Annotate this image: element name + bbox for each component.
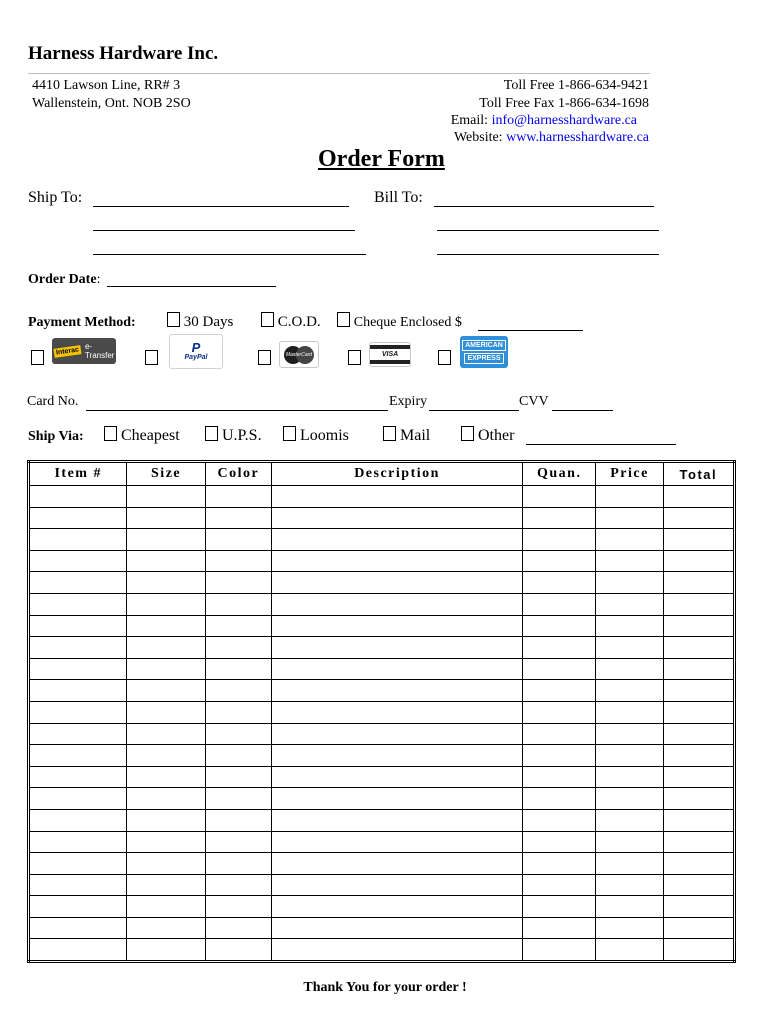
table-row — [29, 572, 735, 594]
table-cell[interactable] — [523, 853, 596, 875]
table-cell[interactable] — [596, 658, 663, 680]
table-header-row — [29, 462, 735, 486]
table-cell[interactable] — [127, 507, 205, 529]
ship-to-line-2[interactable] — [93, 230, 355, 231]
ship-to-line-3[interactable] — [93, 254, 366, 255]
table-cell[interactable] — [596, 615, 663, 637]
table-cell[interactable] — [523, 701, 596, 723]
mastercard-logo-text: MasterCard — [285, 351, 313, 358]
table-cell[interactable] — [205, 831, 271, 853]
checkbox-mastercard[interactable] — [258, 350, 271, 365]
bill-to-line-1[interactable] — [434, 206, 654, 207]
table-cell[interactable] — [272, 507, 523, 529]
table-row — [29, 917, 735, 939]
table-cell[interactable] — [523, 680, 596, 702]
table-row — [29, 831, 735, 853]
checkbox-amex[interactable] — [438, 350, 451, 365]
table-row — [29, 788, 735, 810]
table-cell[interactable] — [663, 809, 734, 831]
table-cell[interactable] — [272, 572, 523, 594]
table-cell[interactable] — [272, 486, 523, 508]
table-cell[interactable] — [596, 680, 663, 702]
table-cell[interactable] — [663, 572, 734, 594]
table-row — [29, 809, 735, 831]
card-no-label: Card No. — [27, 394, 79, 409]
ship-to-line-1[interactable] — [93, 206, 349, 207]
table-cell[interactable] — [205, 896, 271, 918]
table-cell[interactable] — [127, 939, 205, 962]
ship-via-other-field[interactable] — [526, 444, 676, 445]
table-cell[interactable] — [663, 788, 734, 810]
table-cell[interactable] — [205, 874, 271, 896]
table-cell[interactable] — [663, 874, 734, 896]
table-cell[interactable] — [205, 723, 271, 745]
table-cell[interactable] — [523, 486, 596, 508]
table-cell[interactable] — [127, 723, 205, 745]
checkbox-ups[interactable] — [205, 426, 218, 441]
ship-via-loomis[interactable] — [283, 426, 349, 445]
ship-via-option-label: Mail — [400, 427, 431, 444]
ship-via-cheapest[interactable] — [104, 426, 180, 445]
table-cell[interactable] — [523, 507, 596, 529]
table-cell[interactable] — [523, 550, 596, 572]
table-cell[interactable] — [127, 788, 205, 810]
cvv-label: CVV — [519, 394, 549, 409]
table-cell[interactable] — [596, 917, 663, 939]
table-cell[interactable] — [205, 766, 271, 788]
table-cell[interactable] — [29, 701, 127, 723]
checkbox-cheque[interactable] — [337, 312, 350, 327]
table-cell[interactable] — [523, 917, 596, 939]
table-cell[interactable] — [29, 486, 127, 508]
table-cell[interactable] — [205, 745, 271, 767]
payment-option-cheque[interactable] — [337, 312, 462, 331]
table-cell[interactable] — [205, 507, 271, 529]
email-line — [451, 113, 637, 129]
table-cell[interactable] — [29, 572, 127, 594]
table-cell[interactable] — [663, 593, 734, 615]
table-cell[interactable] — [29, 658, 127, 680]
table-cell[interactable] — [205, 853, 271, 875]
paypal-logo-mark: P — [191, 340, 201, 355]
table-cell[interactable] — [29, 723, 127, 745]
table-cell[interactable] — [663, 853, 734, 875]
table-cell[interactable] — [127, 529, 205, 551]
table-cell[interactable] — [663, 637, 734, 659]
ship-via-option-label: Loomis — [300, 427, 349, 444]
cvv-field[interactable] — [552, 410, 613, 411]
checkbox-visa[interactable] — [348, 350, 361, 365]
bill-to-line-2[interactable] — [437, 230, 659, 231]
expiry-label: Expiry — [389, 394, 428, 409]
table-cell[interactable] — [523, 745, 596, 767]
table-cell[interactable] — [127, 809, 205, 831]
checkbox-cheapest[interactable] — [104, 426, 117, 441]
table-cell[interactable] — [272, 896, 523, 918]
table-cell[interactable] — [523, 896, 596, 918]
table-cell[interactable] — [29, 809, 127, 831]
website-link[interactable]: www.harnesshardware.ca — [506, 130, 649, 145]
table-cell[interactable] — [663, 766, 734, 788]
table-cell[interactable] — [205, 939, 271, 962]
table-cell[interactable] — [205, 680, 271, 702]
table-cell[interactable] — [29, 529, 127, 551]
checkbox-mail[interactable] — [383, 426, 396, 441]
table-cell[interactable] — [523, 658, 596, 680]
table-cell[interactable] — [272, 831, 523, 853]
toll-free-phone: Toll Free 1-866-634-9421 — [503, 78, 649, 93]
thank-you-message: Thank You for your order ! — [303, 980, 467, 995]
table-cell[interactable] — [205, 788, 271, 810]
table-cell[interactable] — [596, 745, 663, 767]
order-date-label-wrap — [28, 272, 100, 288]
table-cell[interactable] — [596, 486, 663, 508]
website-label: Website: — [453, 130, 507, 145]
order-date-colon: : — [96, 272, 101, 287]
table-cell[interactable] — [29, 615, 127, 637]
table-cell[interactable] — [272, 701, 523, 723]
email-label: Email: — [450, 113, 492, 128]
table-cell[interactable] — [29, 550, 127, 572]
table-cell[interactable] — [523, 939, 596, 962]
table-cell[interactable] — [523, 572, 596, 594]
bill-to-label: Bill To: — [374, 189, 423, 206]
table-cell[interactable] — [663, 486, 734, 508]
amex-logo-text-a: AMERICAN — [462, 340, 506, 351]
checkbox-loomis[interactable] — [283, 426, 296, 441]
table-cell[interactable] — [127, 680, 205, 702]
payment-option-label: Cheque Enclosed $ — [353, 315, 462, 330]
amex-logo-text-b: EXPRESS — [464, 353, 503, 364]
table-cell[interactable] — [272, 593, 523, 615]
table-cell[interactable] — [272, 788, 523, 810]
table-cell[interactable] — [272, 529, 523, 551]
table-cell[interactable] — [127, 615, 205, 637]
table-row — [29, 939, 735, 962]
ship-via-option-label: U.P.S. — [222, 427, 262, 444]
table-cell[interactable] — [523, 809, 596, 831]
table-cell[interactable] — [596, 766, 663, 788]
etransfer-logo-text: e-Transfer — [84, 342, 115, 360]
column-header-total: Total — [663, 462, 734, 486]
order-date-label: Order Date — [28, 272, 97, 287]
cheque-amount-field[interactable] — [478, 330, 583, 331]
table-cell[interactable] — [205, 615, 271, 637]
table-cell[interactable] — [596, 572, 663, 594]
table-cell[interactable] — [663, 550, 734, 572]
table-cell[interactable] — [272, 658, 523, 680]
expiry-field[interactable] — [429, 410, 519, 411]
table-cell[interactable] — [127, 766, 205, 788]
table-cell[interactable] — [205, 529, 271, 551]
table-cell[interactable] — [523, 593, 596, 615]
table-cell[interactable] — [127, 745, 205, 767]
table-cell[interactable] — [523, 788, 596, 810]
column-header-color: Color — [205, 462, 271, 486]
table-cell[interactable] — [663, 615, 734, 637]
company-name: Harness Hardware Inc. — [28, 43, 219, 64]
column-header-item: Item # — [29, 462, 127, 486]
column-header-quantity: Quan. — [523, 462, 596, 486]
table-cell[interactable] — [523, 831, 596, 853]
table-cell[interactable] — [127, 896, 205, 918]
table-row — [29, 486, 735, 508]
table-cell[interactable] — [29, 593, 127, 615]
table-cell[interactable] — [596, 809, 663, 831]
table-row — [29, 529, 735, 551]
checkbox-etransfer[interactable] — [31, 350, 44, 365]
table-cell[interactable] — [29, 939, 127, 962]
table-cell[interactable] — [596, 896, 663, 918]
table-cell[interactable] — [596, 939, 663, 962]
table-cell[interactable] — [272, 550, 523, 572]
table-cell[interactable] — [205, 917, 271, 939]
table-cell[interactable] — [272, 615, 523, 637]
ship-via-option-label: Cheapest — [121, 427, 180, 444]
table-cell[interactable] — [29, 745, 127, 767]
table-row — [29, 507, 735, 529]
visa-icon — [369, 342, 411, 367]
checkbox-paypal[interactable] — [145, 350, 158, 365]
table-cell[interactable] — [127, 486, 205, 508]
table-cell[interactable] — [29, 788, 127, 810]
table-row — [29, 723, 735, 745]
table-cell[interactable] — [663, 939, 734, 962]
ship-via-mail[interactable] — [383, 426, 430, 445]
table-cell[interactable] — [663, 529, 734, 551]
table-cell[interactable] — [127, 917, 205, 939]
checkbox-other[interactable] — [461, 426, 474, 441]
mastercard-icon — [279, 341, 319, 368]
table-cell[interactable] — [596, 701, 663, 723]
form-title: Order Form — [318, 146, 445, 172]
payment-option-label: 30 Days — [183, 314, 234, 330]
table-cell[interactable] — [523, 723, 596, 745]
table-cell[interactable] — [29, 766, 127, 788]
table-cell[interactable] — [663, 701, 734, 723]
website-line — [454, 130, 649, 146]
table-cell[interactable] — [127, 658, 205, 680]
table-cell[interactable] — [523, 874, 596, 896]
ship-via-ups[interactable] — [205, 426, 262, 445]
table-cell[interactable] — [127, 550, 205, 572]
ship-via-other[interactable] — [461, 426, 514, 445]
table-cell[interactable] — [596, 529, 663, 551]
table-cell[interactable] — [272, 809, 523, 831]
table-cell[interactable] — [663, 658, 734, 680]
table-cell[interactable] — [29, 831, 127, 853]
table-cell[interactable] — [272, 853, 523, 875]
checkbox-cod[interactable] — [261, 312, 274, 327]
table-cell[interactable] — [205, 486, 271, 508]
paypal-icon — [169, 334, 223, 369]
table-cell[interactable] — [596, 874, 663, 896]
table-cell[interactable] — [272, 917, 523, 939]
table-cell[interactable] — [29, 637, 127, 659]
email-link[interactable]: info@harnesshardware.ca — [491, 113, 637, 128]
interac-etransfer-icon — [52, 338, 116, 364]
table-cell[interactable] — [272, 680, 523, 702]
table-row — [29, 658, 735, 680]
table-cell[interactable] — [663, 507, 734, 529]
table-row — [29, 701, 735, 723]
header-divider — [28, 73, 650, 74]
table-cell[interactable] — [127, 572, 205, 594]
table-cell[interactable] — [127, 637, 205, 659]
table-cell[interactable] — [127, 831, 205, 853]
payment-option-label: C.O.D. — [277, 314, 321, 330]
table-cell[interactable] — [596, 788, 663, 810]
table-cell[interactable] — [523, 766, 596, 788]
payment-option-cod[interactable] — [261, 312, 321, 331]
table-row — [29, 896, 735, 918]
order-date-field[interactable] — [107, 286, 276, 287]
table-cell[interactable] — [596, 723, 663, 745]
table-cell[interactable] — [663, 831, 734, 853]
paypal-logo-text: PayPal — [184, 354, 208, 361]
table-row — [29, 874, 735, 896]
table-cell[interactable] — [272, 874, 523, 896]
table-row — [29, 615, 735, 637]
table-cell[interactable] — [205, 550, 271, 572]
table-cell[interactable] — [663, 917, 734, 939]
table-row — [29, 745, 735, 767]
table-cell[interactable] — [205, 809, 271, 831]
table-cell[interactable] — [272, 745, 523, 767]
address-line-1: 4410 Lawson Line, RR# 3 — [32, 78, 181, 93]
amex-icon — [460, 336, 508, 368]
checkbox-30-days[interactable] — [167, 312, 180, 327]
ship-via-option-label: Other — [478, 427, 515, 444]
table-cell[interactable] — [127, 853, 205, 875]
table-row — [29, 550, 735, 572]
ship-via-label: Ship Via: — [28, 429, 84, 444]
table-cell[interactable] — [523, 637, 596, 659]
visa-logo-text: VISA — [381, 351, 399, 358]
payment-method-label: Payment Method: — [28, 315, 136, 330]
table-cell[interactable] — [29, 917, 127, 939]
table-cell[interactable] — [29, 874, 127, 896]
table-cell[interactable] — [596, 853, 663, 875]
table-cell[interactable] — [663, 680, 734, 702]
table-cell[interactable] — [272, 766, 523, 788]
column-header-description: Description — [272, 462, 523, 486]
table-cell[interactable] — [596, 550, 663, 572]
table-cell[interactable] — [205, 593, 271, 615]
table-cell[interactable] — [523, 529, 596, 551]
table-cell[interactable] — [29, 507, 127, 529]
table-cell[interactable] — [127, 701, 205, 723]
table-cell[interactable] — [272, 637, 523, 659]
table-cell[interactable] — [272, 939, 523, 962]
address-line-2: Wallenstein, Ont. NOB 2SO — [32, 96, 191, 111]
ship-to-label: Ship To: — [28, 189, 83, 206]
table-cell[interactable] — [596, 637, 663, 659]
table-cell[interactable] — [29, 896, 127, 918]
table-row — [29, 637, 735, 659]
table-cell[interactable] — [596, 507, 663, 529]
table-cell[interactable] — [205, 658, 271, 680]
table-cell[interactable] — [127, 874, 205, 896]
order-items-table — [27, 460, 736, 963]
table-cell[interactable] — [596, 831, 663, 853]
table-cell[interactable] — [596, 593, 663, 615]
table-cell[interactable] — [29, 680, 127, 702]
table-row — [29, 593, 735, 615]
table-cell[interactable] — [272, 723, 523, 745]
card-no-field[interactable] — [86, 410, 388, 411]
table-cell[interactable] — [523, 615, 596, 637]
table-cell[interactable] — [205, 701, 271, 723]
table-cell[interactable] — [205, 572, 271, 594]
payment-option-30-days[interactable] — [167, 312, 233, 331]
table-row — [29, 680, 735, 702]
column-header-price: Price — [596, 462, 663, 486]
toll-free-fax: Toll Free Fax 1-866-634-1698 — [479, 96, 649, 111]
table-cell[interactable] — [663, 896, 734, 918]
table-cell[interactable] — [127, 593, 205, 615]
bill-to-line-3[interactable] — [437, 254, 659, 255]
table-cell[interactable] — [663, 723, 734, 745]
table-row — [29, 853, 735, 875]
table-row — [29, 766, 735, 788]
table-cell[interactable] — [205, 637, 271, 659]
column-header-size: Size — [127, 462, 205, 486]
table-cell[interactable] — [663, 745, 734, 767]
interac-logo-text: Interac — [54, 345, 82, 358]
table-cell[interactable] — [29, 853, 127, 875]
